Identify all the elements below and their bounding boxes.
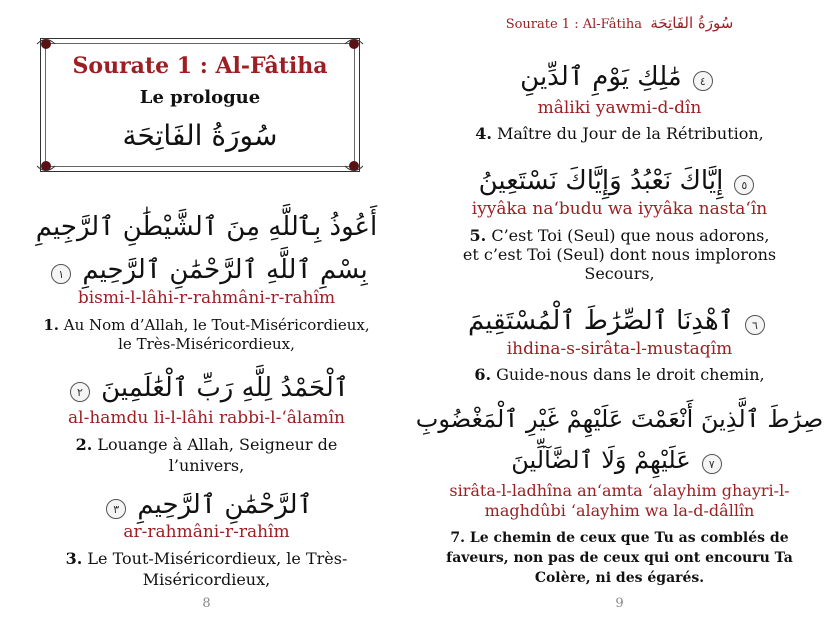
verse-3-transliteration: ar-rahmâni-r-rahîm: [123, 522, 290, 542]
title-frame: [40, 38, 360, 172]
ayah-number-badge: ٧: [702, 454, 722, 474]
verse-7-arabic-cont: عَلَيْهِمْ وَلَا ٱلضَّآلِّينَ: [511, 446, 691, 474]
verse-7-arabic: صِرَٰطَ ٱلَّذِينَ أَنْعَمْتَ عَلَيْهِمْ غَيْرِ ٱلْمَغْضُوبِ: [415, 405, 824, 433]
istiadha-arabic: أَعُوذُ بِٱللَّهِ مِنَ ٱلشَّيْطَٰنِ ٱلرَّجِيمِ: [35, 212, 378, 242]
verse-6-arabic-line: [413, 306, 826, 336]
ayah-number-badge: ٥: [734, 175, 754, 195]
verse-5-arabic-line: [413, 166, 826, 196]
verse-6-arabic: ٱهْدِنَا ٱلصِّرَٰطَ ٱلْمُسْتَقِيمَ: [468, 306, 734, 336]
verse-5-translation: 5. C’est Toi (Seul) que nous adorons, et c’est Toi (Seul) dont nous implorons Secours,: [462, 226, 777, 283]
verse-3-arabic-line: [0, 490, 413, 520]
ornament-corner-icon: [343, 33, 365, 55]
verse-4-arabic: مَٰلِكِ يَوْمِ ٱلدِّينِ: [520, 62, 682, 92]
verse-2-arabic: ٱلْحَمْدُ لِلَّهِ رَبِّ ٱلْعَٰلَمِينَ: [101, 373, 349, 403]
verse-1-arabic: بِسْمِ ٱللَّهِ ٱلرَّحْمَٰنِ ٱلرَّحِيمِ: [82, 255, 368, 285]
verse-4-transliteration: mâliki yawmi-d-dîn: [537, 98, 702, 118]
verse-4-arabic-line: [413, 62, 826, 92]
right-page: [413, 0, 826, 620]
surah-title: Sourate 1 : Al-Fâtiha: [72, 53, 328, 79]
verse-6-transliteration: ihdina-s-sirâta-l-mustaqîm: [506, 339, 733, 359]
verse-4-translation: 4. Maître du Jour de la Rétribution,: [475, 124, 764, 143]
page-number: 9: [615, 596, 624, 611]
page-number: 8: [202, 596, 211, 611]
verse-5-arabic: إِيَّاكَ نَعْبُدُ وَإِيَّاكَ نَسْتَعِينُ: [478, 166, 724, 196]
verse-3-arabic: ٱلرَّحْمَٰنِ ٱلرَّحِيمِ: [137, 490, 313, 520]
verse-3-translation: 3. Le Tout-Miséricordieux, le Très- Miséricordieux,: [65, 549, 348, 589]
verse-5-transliteration: iyyâka na‘budu wa iyyâka nasta‘în: [471, 199, 768, 219]
verse-7-translation: 7. Le chemin de ceux que Tu as comblés de faveurs, non pas de ceux qui ont encouru Ta Colère, ni des égarés.: [446, 530, 793, 586]
verse-7-transliteration: sirâta-l-ladhîna an‘amta ‘alayhim ghayri-l- maghdûbi ‘alayhim wa la-d-dâllîn: [449, 481, 790, 520]
verse-1-translation: 1. Au Nom d’Allah, le Tout-Miséricordieux, le Très-Miséricordieux,: [43, 316, 370, 353]
ayah-number-badge: ٣: [106, 499, 126, 519]
verse-2-transliteration: al-hamdu li-l-lâhi rabbi-l-‘âlamîn: [68, 408, 345, 428]
running-header: Sourate 1 : Al-Fâtiha سُورَةُ الفَاتِحَة: [505, 14, 734, 32]
ayah-number-badge: ١: [51, 264, 71, 284]
ayah-number-badge: ٢: [70, 382, 90, 402]
ornament-corner-icon: [35, 155, 57, 177]
ayah-number-badge: ٦: [745, 315, 765, 335]
verse-6-translation: 6. Guide-nous dans le droit chemin,: [474, 365, 765, 384]
verse-7-arabic-line: [413, 446, 826, 474]
surah-subtitle: Le prologue: [139, 87, 261, 108]
verse-1-arabic-line: [0, 255, 413, 285]
ayah-number-badge: ٤: [693, 71, 713, 91]
verse-2-translation: 2. Louange à Allah, Seigneur de l’univers,: [75, 435, 338, 475]
ornament-corner-icon: [343, 155, 365, 177]
verse-2-arabic-line: [0, 373, 413, 403]
verse-1-transliteration: bismi-l-lâhi-r-rahmâni-r-rahîm: [77, 288, 336, 308]
surah-title-arabic: سُورَةُ الفَاتِحَة: [122, 119, 278, 152]
ornament-corner-icon: [35, 33, 57, 55]
